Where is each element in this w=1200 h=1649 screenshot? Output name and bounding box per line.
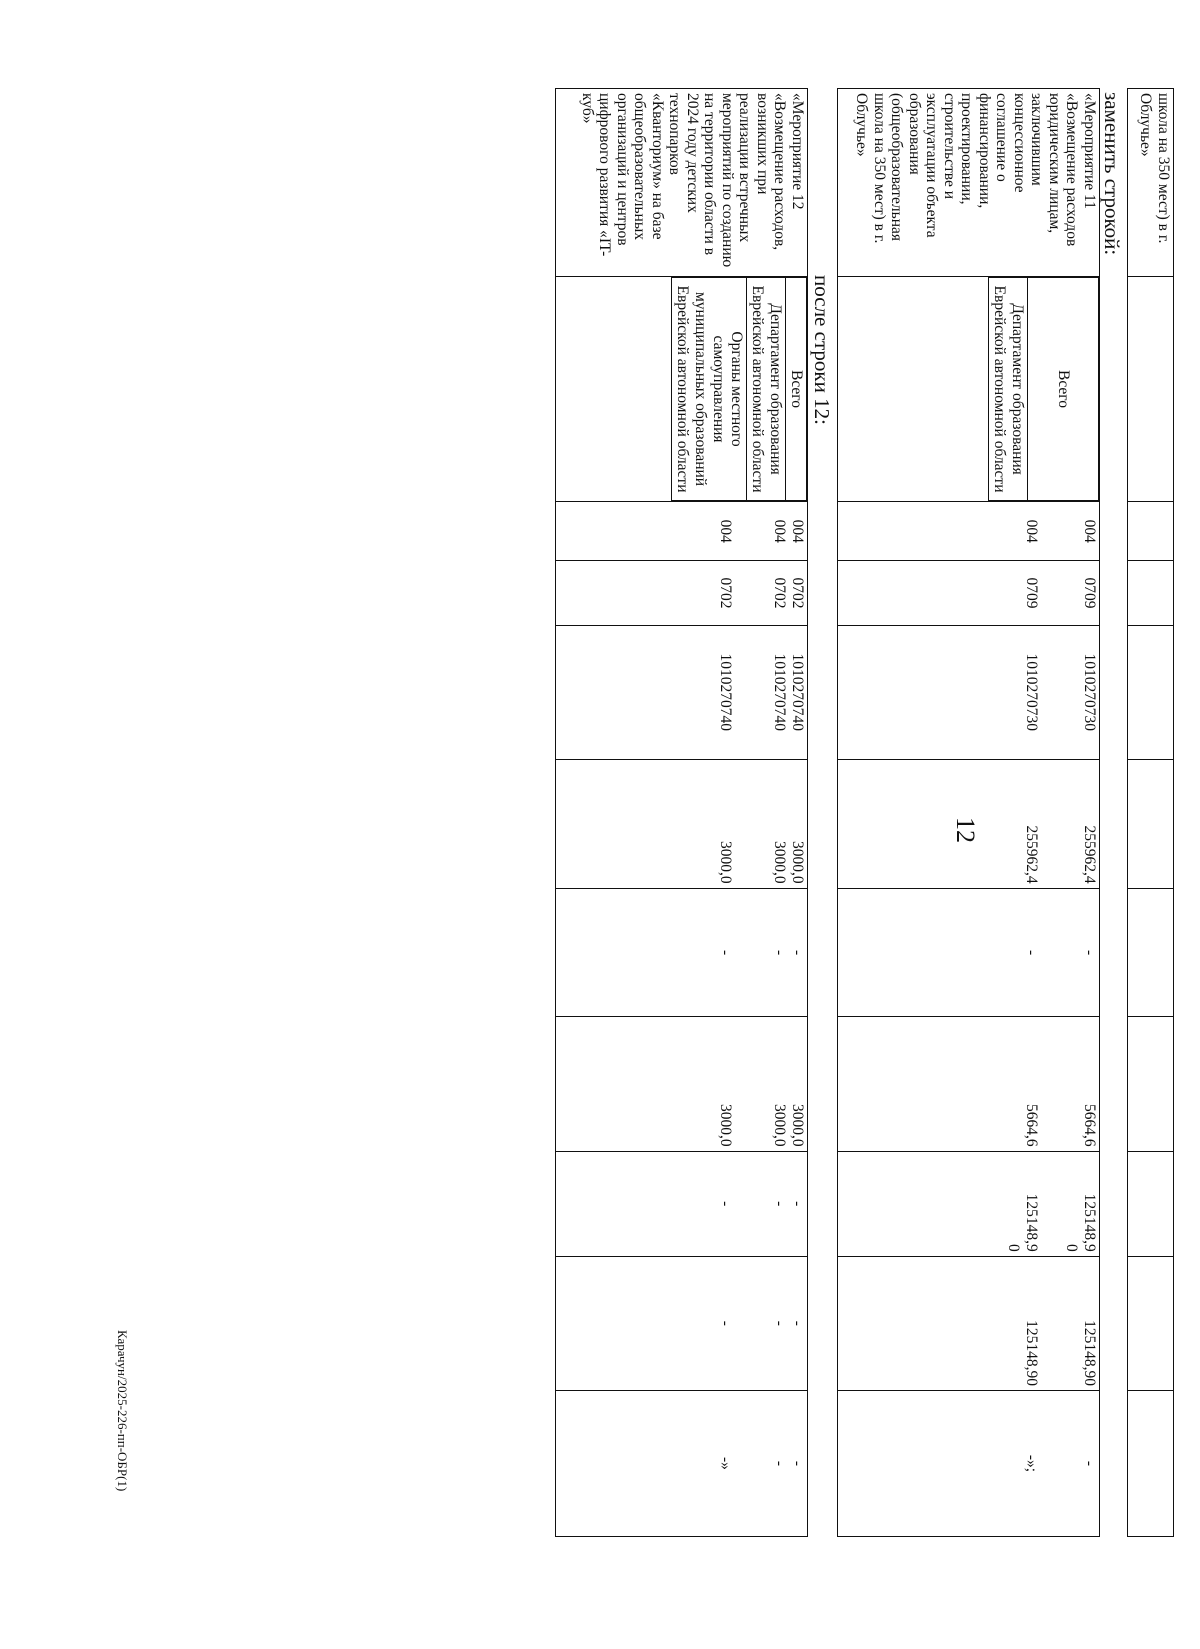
mid-v4-0: 125148,9 0: [1063, 1193, 1098, 1252]
bot-c3-2: 1010270740: [717, 653, 734, 731]
bot-v2-1: -: [771, 949, 788, 956]
table-top: [1127, 88, 1174, 1537]
bot-v5-2: -: [717, 1320, 734, 1326]
bot-c2-0: 0702: [789, 577, 806, 609]
mid-c3-0: 1010270730: [1081, 653, 1098, 731]
mid-v3-0: 5664,6: [1081, 1103, 1098, 1147]
table-after: [555, 88, 808, 1537]
footer-code: Карачун/2025-226-пп-ОБР(1): [115, 1330, 130, 1492]
bot-v4-2: -: [717, 1201, 734, 1207]
mid-v4-1: 125148,9 0: [1005, 1193, 1040, 1252]
mid-v1-0: 255962,4: [1081, 825, 1098, 884]
mid-name-cell: «Мероприятие 11 «Возмещение расходов юридическим лицам, заключившим концессионное соглашение о финансировании, проектировании, строительстве и эксплуатации объекта образования (общеобразовательная школа на 350 мест) в г. Облучье»: [838, 89, 1100, 277]
bot-c1-0: 004: [789, 519, 806, 543]
bot-label-municipal: Органы местного самоуправления муниципальных образований Еврейской автономной области: [672, 277, 747, 500]
bot-c3-1: 1010270740: [771, 653, 788, 731]
bot-c2-1: 0702: [771, 577, 788, 609]
bot-c2-2: 0702: [717, 577, 734, 609]
bot-v2-2: -: [717, 949, 734, 956]
mid-c2-0: 0709: [1081, 577, 1098, 609]
mid-v3-1: 5664,6: [1023, 1103, 1040, 1147]
top-name-cell: школа на 350 мест) в г. Облучье»: [1128, 89, 1174, 277]
bot-c3-0: 1010270740: [789, 653, 806, 731]
bot-label-total: Всего: [786, 277, 807, 500]
mid-v6-1: -»;: [1023, 1454, 1040, 1473]
mid-v5-0: 125148,90: [1081, 1320, 1098, 1386]
mid-v5-1: 125148,90: [1023, 1320, 1040, 1386]
bot-c1-1: 004: [771, 519, 788, 543]
bot-v6-0: -: [789, 1460, 806, 1467]
bot-v6-2: -»: [717, 1457, 734, 1470]
bot-v1-1: 3000,0: [771, 841, 788, 884]
bot-v4-0: -: [789, 1201, 806, 1207]
mid-v6-0: -: [1081, 1460, 1098, 1467]
bot-v6-1: -: [771, 1460, 788, 1467]
mid-label-total: Всего: [1028, 277, 1099, 500]
mid-v2-0: -: [1081, 949, 1098, 956]
mid-v2-1: -: [1023, 949, 1040, 956]
mid-c1-1: 004: [1023, 519, 1040, 543]
mid-v1-1: 255962,4: [1023, 825, 1040, 884]
table-replace: [837, 88, 1100, 1537]
mid-c1-0: 004: [1081, 519, 1098, 543]
bot-v4-1: -: [771, 1201, 788, 1207]
bot-v5-0: -: [789, 1320, 806, 1326]
bot-v2-0: -: [789, 949, 806, 956]
page-number: 12: [951, 817, 980, 843]
bot-c1-2: 004: [717, 519, 734, 543]
mid-label-department: Департамент образования Еврейской автономной области: [989, 277, 1028, 500]
bot-label-department: Департамент образования Еврейской автономной области: [747, 277, 786, 500]
mid-c3-1: 1010270730: [1023, 653, 1040, 731]
mid-c2-1: 0709: [1023, 577, 1040, 609]
bot-name-cell: «Мероприятие 12 «Возмещение расходов, возникших при реализации встречных мероприятий по созданию на территории области в 2024 году детских технопарков «Кванториум» на базе общеобразовательных организаций и центров цифрового развития «IT-куб»: [556, 89, 808, 277]
bot-v1-0: 3000,0: [789, 841, 806, 884]
bot-v3-2: 3000,0: [717, 1103, 734, 1147]
bot-v3-1: 3000,0: [771, 1103, 788, 1147]
bot-v3-0: 3000,0: [789, 1103, 806, 1147]
instruction-replace: заменить строкой:: [1100, 92, 1124, 256]
instruction-after: после строки 12:: [810, 275, 834, 425]
bot-v5-1: -: [771, 1320, 788, 1326]
bot-v1-2: 3000,0: [717, 841, 734, 884]
